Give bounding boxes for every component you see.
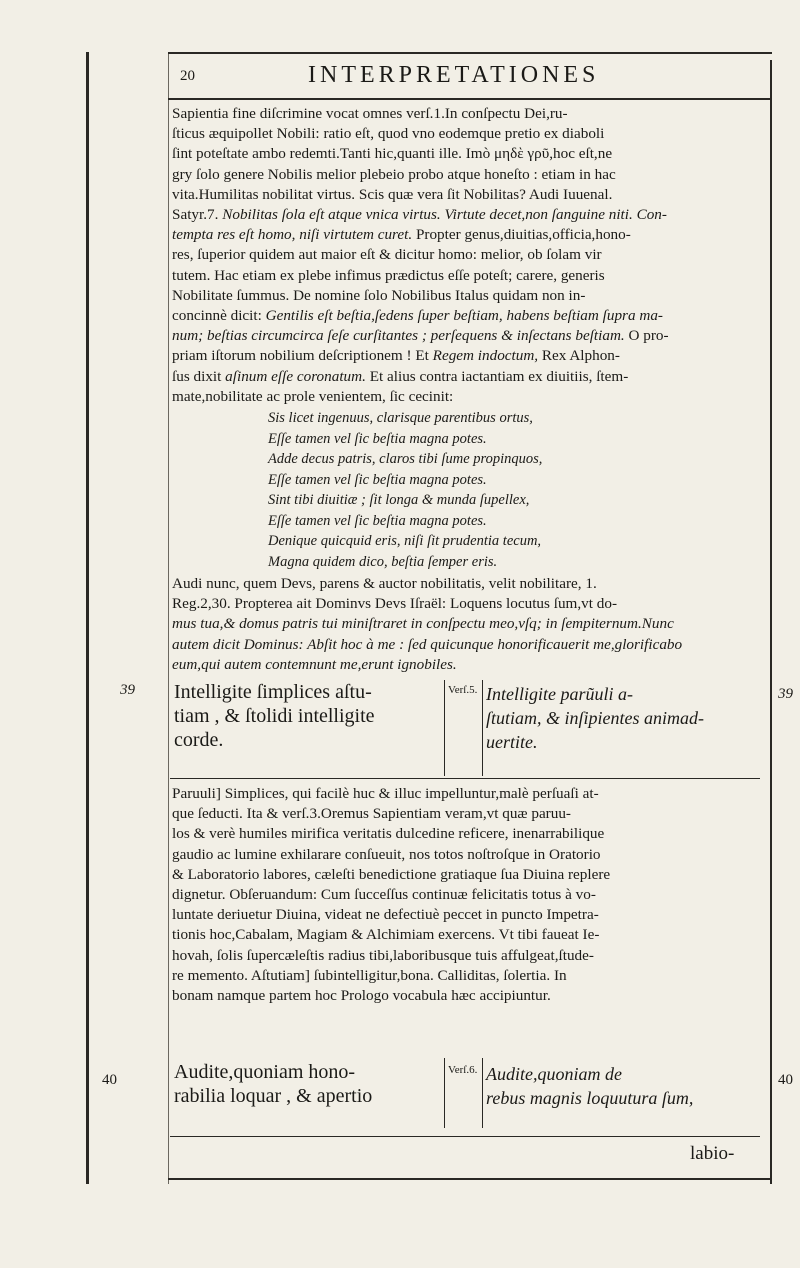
text-line: tionis hoc,Cabalam, Magiam & Alchimiam exercens. Vt tibi faueat Ie- <box>172 926 600 944</box>
verse-line: rabilia loquar , & apertio <box>174 1085 373 1107</box>
text-line <box>172 225 764 245</box>
catchword: labio- <box>690 1143 735 1164</box>
quote-continuation: tempta res eſt homo, niſi virtutem curet. <box>172 226 413 244</box>
verse-line: ſtutiam, & inſipientes animad- <box>486 708 704 728</box>
inner-frame-rule <box>168 52 169 1184</box>
column-divider <box>482 680 483 776</box>
text-line: autem dicit Dominus: Abſit hoc à me : ſed quicunque honorificauerit me,glorificabo <box>172 635 683 653</box>
poem-line: Eſſe tamen vel ſic beſtia magna potes. <box>268 471 487 488</box>
commentary-text-3 <box>172 784 764 1006</box>
column-divider <box>482 1058 483 1128</box>
section-rule <box>170 778 760 779</box>
text-line: Sapientia fine diſcrimine vocat omnes verſ.1.In conſpectu Dei,ru- <box>172 105 568 122</box>
text-line: tutem. Hac etiam ex plebe infimus prædictus eſſe poteſt; carere, generis <box>172 266 605 284</box>
text-line: bonam namque partem hoc Prologo vocabula hæc accipiuntur. <box>172 987 551 1005</box>
text-line: que ſeducti. Ita & verſ.3.Oremus Sapientiam veram,vt quæ paruu- <box>172 805 571 823</box>
verse-ref-40: Verſ.6. <box>448 1064 478 1076</box>
text-line: eum,qui autem contemnunt me,erunt ignobiles. <box>172 655 457 673</box>
text-line: gry ſolo genere Nobilis melior plebeio probo atque honeſto : etiam in hac <box>172 165 616 183</box>
verse-line: Intelligite parũuli a- <box>486 684 633 704</box>
header-rule <box>168 98 772 100</box>
poem-line: Sint tibi diuitiæ ; ſit longa & munda ſupellex, <box>268 492 530 508</box>
running-title: INTERPRETATIONES <box>308 62 600 88</box>
text-line: ſint poteſtate ambo redemti.Tanti hic,quanti ille. Imò μηδὲ γρῦ,hoc eſt,ne <box>172 145 613 163</box>
text-span: priam iſtorum nobilium deſcriptionem ! Et <box>172 347 429 365</box>
text-line: dignetur. Obſeruandum: Cum ſucceſſus continuæ felicitatis totus à vo- <box>172 886 596 904</box>
text-span: Rex Alphon- <box>541 347 620 365</box>
text-line: mate,nobilitate ac prole venientem, ſic cecinit: <box>172 387 454 405</box>
satyr-ref: Satyr.7. <box>172 206 219 224</box>
rex-quote: Regem indoctum, <box>432 347 539 365</box>
commentary-text-2 <box>172 574 764 675</box>
verse-number-right: 39 <box>778 686 793 702</box>
text-span: Et alius contra iactantiam ex diuitiis, ſtem- <box>369 367 629 385</box>
right-frame-rule <box>770 60 772 1184</box>
poem-line: Denique quicquid eris, niſi ſit prudentia tecum, <box>268 533 542 549</box>
text-span: O pro- <box>628 327 669 345</box>
vulgate-verse-40 <box>174 1060 446 1108</box>
text-line <box>172 205 764 225</box>
verse-ref-39: Verſ.5. <box>448 684 478 696</box>
top-rule <box>168 52 772 54</box>
verse-number-left: 40 <box>102 1072 117 1088</box>
text-line <box>172 306 764 326</box>
text-line: Audi nunc, quem Devs, parens & auctor nobilitatis, velit nobilitare, 1. <box>172 575 597 592</box>
poem-line: Magna quidem dico, beſtia ſemper eris. <box>268 553 498 570</box>
text-span: ſus dixit <box>172 367 222 385</box>
text-line: ſticus æquipollet Nobili: ratio eſt, quod vno eodemque pretio ex diaboli <box>172 125 605 143</box>
text-span: concinnè dicit: <box>172 307 262 325</box>
text-line: hovah, ſolis ſupercæleſtis radius tibi,laboribusque tuis affulgeat,ſtude- <box>172 946 594 964</box>
poem-line: Eſſe tamen vel ſic beſtia magna potes. <box>268 512 487 529</box>
italian-saying-cont: num; beſtias circumcirca ſeſe curſitantes ; perſequens & inſectans beſtiam. <box>172 327 625 345</box>
verse-line: tiam , & ſtolidi intelligite <box>174 705 375 727</box>
text-line: Nobilitate ſummus. De nomine ſolo Nobilibus Italus quidam non in- <box>172 286 586 304</box>
section-rule <box>170 1136 760 1137</box>
column-divider <box>444 680 445 776</box>
text-line: gaudio ac lumine exhilarare conſueuit, nos totos noſtroſque in Oratorio <box>172 845 601 863</box>
juvenal-quote: Nobilitas ſola eſt atque vnica virtus. Virtute decet,non ſanguine niti. Con- <box>222 206 667 224</box>
text-line: Paruuli] Simplices, qui facilè huc & illuc impelluntur,malè perſuaſi at- <box>172 785 599 802</box>
poem-block <box>268 408 748 572</box>
bottom-rule <box>168 1178 772 1180</box>
verse-line: Audite,quoniam hono- <box>174 1061 356 1083</box>
text-line: mus tua,& domus patris tui miniſtraret in conſpectu meo,vſq; in ſempiternum.Nunc <box>172 615 674 633</box>
column-divider <box>444 1058 445 1128</box>
verse-line: Intelligite ſimplices aſtu- <box>174 681 372 703</box>
text-line <box>172 326 764 346</box>
text-line: res, ſuperior quidem aut maior eſt & dicitur homo: melior, ob ſolam vir <box>172 246 602 264</box>
page-number: 20 <box>180 68 195 84</box>
text-line: Reg.2,30. Propterea ait Dominvs Devs Iſraël: Loquens locutus ſum,vt do- <box>172 595 617 613</box>
verse-number-left: 39 <box>120 682 135 698</box>
translation-verse-39 <box>486 682 754 754</box>
verse-number-right: 40 <box>778 1072 793 1088</box>
vulgate-verse-39 <box>174 680 446 752</box>
text-line: luntate deriuetur Diuina, videat ne defectiuè peccet in puncto Impetra- <box>172 906 599 924</box>
verse-line: rebus magnis loquutura ſum, <box>486 1088 694 1108</box>
text-span: Propter genus,diuitias,officia,hono- <box>415 226 631 244</box>
text-line: re memento. Aſtutiam] ſubintelligitur,bona. Calliditas, ſolertia. In <box>172 966 567 984</box>
verse-line: corde. <box>174 729 224 751</box>
text-line <box>172 367 764 387</box>
outer-frame-rule <box>86 52 89 1184</box>
verse-line: Audite,quoniam de <box>486 1064 622 1084</box>
text-line: & Laboratorio labores, cæleſti benedictione gratiaque ſua Diuina replere <box>172 865 611 883</box>
verse-line: uertite. <box>486 732 538 752</box>
page-header <box>168 60 768 96</box>
text-line: vita.Humilitas nobilitat virtus. Scis quæ vera ſit Nobilitas? Audi Iuuenal. <box>172 185 613 203</box>
italian-saying: Gentilis eſt beſtia,ſedens ſuper beſtiam, habens beſtiam ſupra ma- <box>265 307 663 325</box>
commentary-text <box>172 104 764 407</box>
poem-line: Eſſe tamen vel ſic beſtia magna potes. <box>268 430 487 447</box>
asinus-quote: aſinum eſſe coronatum. <box>225 367 366 385</box>
translation-verse-40 <box>486 1062 754 1110</box>
poem-line: Sis licet ingenuus, clarisque parentibus ortus, <box>268 410 533 426</box>
poem-line: Adde decus patris, claros tibi ſume propinquos, <box>268 451 543 467</box>
text-line: los & verè humiles mirifica veritatis dulcedine reficere, inenarrabilique <box>172 825 605 843</box>
text-line <box>172 346 764 366</box>
